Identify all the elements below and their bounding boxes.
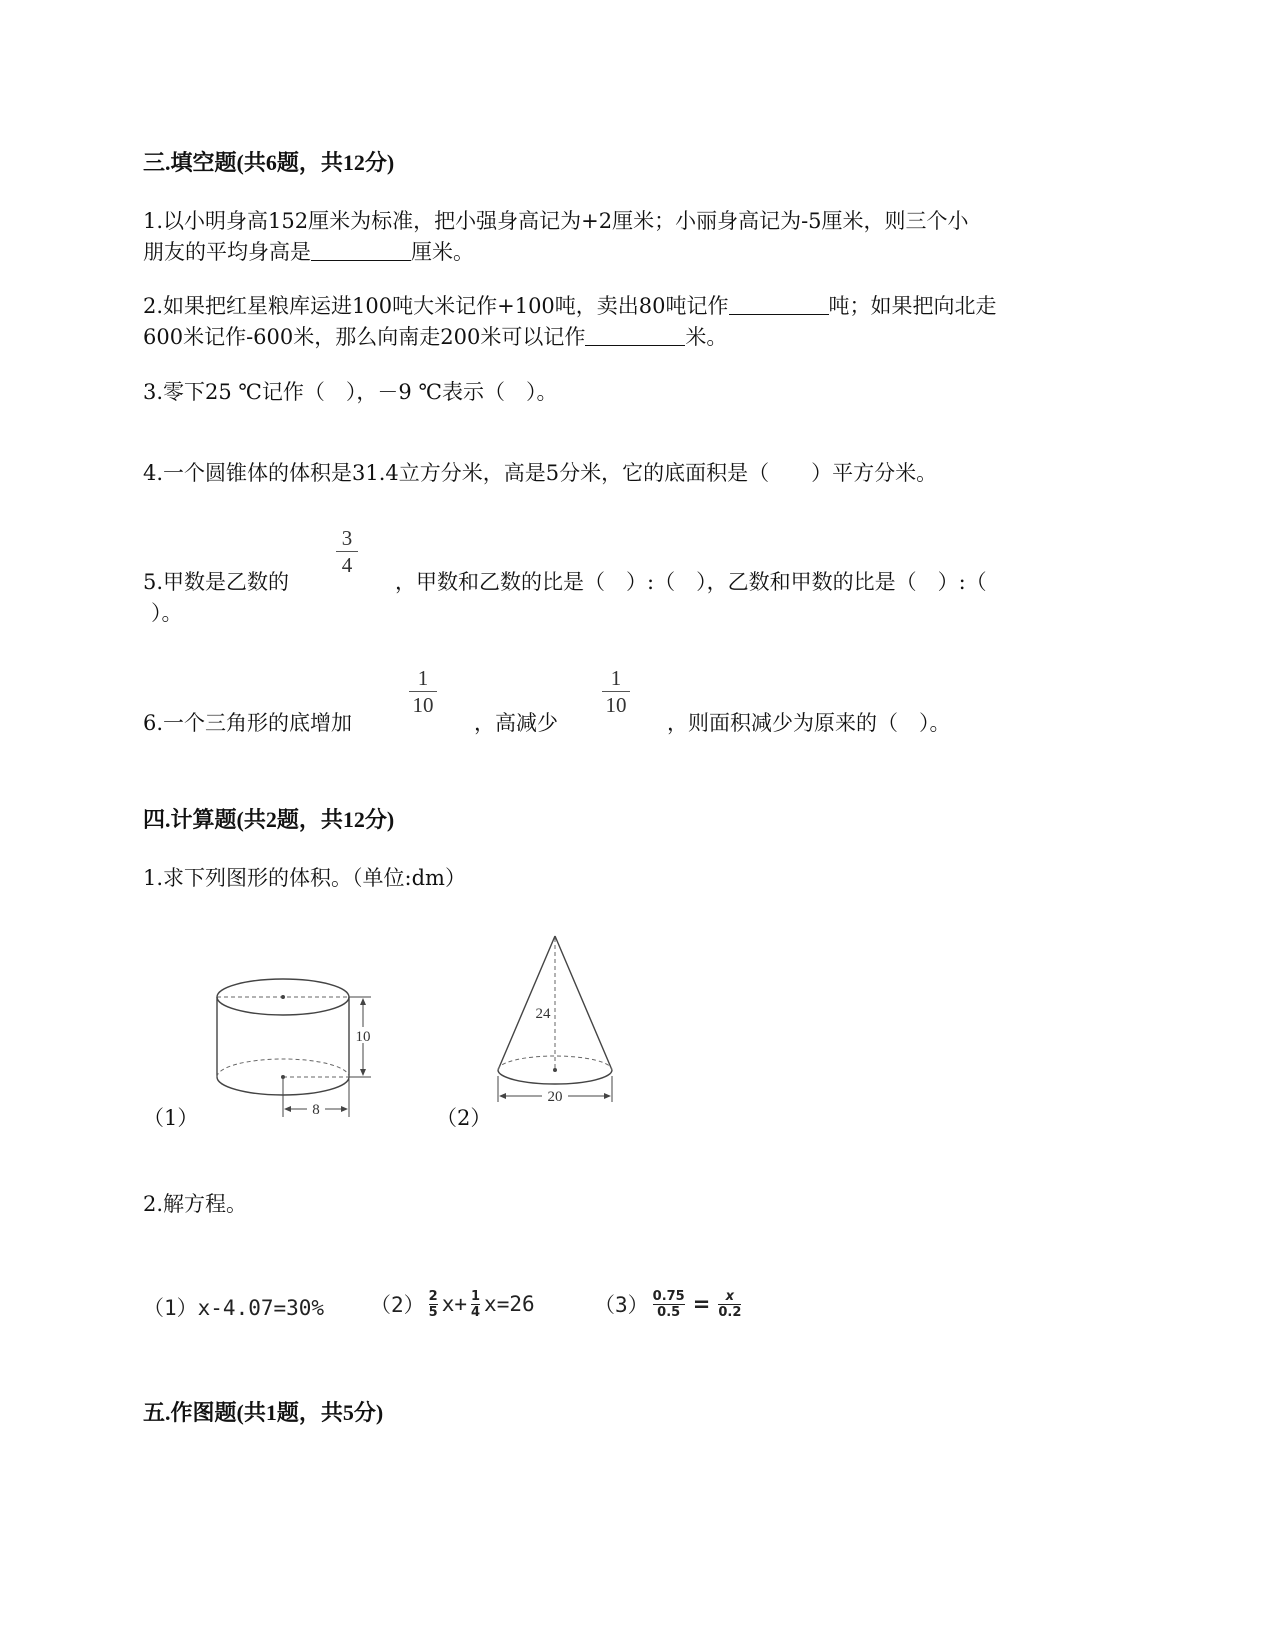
fraction-numerator: 2 xyxy=(428,1288,438,1304)
section5-title: 五.作图题(共1题，共5分) xyxy=(143,1400,384,1425)
fraction-numerator: 1 xyxy=(471,1288,481,1304)
fraction-numerator: x xyxy=(725,1288,735,1304)
cone-height-label: 24 xyxy=(535,1006,551,1022)
question-3-6-text-a: 6.一个三角形的底增加 xyxy=(143,711,353,735)
question-3-5-text-b: ，甲数和乙数的比是（ ）:（ ），乙数和甲数的比是（ ）:（ xyxy=(395,570,987,594)
cylinder-figure xyxy=(205,965,395,1125)
equation-1: （1）x-4.07=30% xyxy=(143,1296,325,1320)
figure-1-label: （1） xyxy=(143,1106,199,1130)
fraction-bar xyxy=(336,551,358,552)
cone-diameter-label: 20 xyxy=(547,1089,563,1105)
equation-2-fraction-2 xyxy=(471,1289,480,1320)
equation-3-right-fraction xyxy=(718,1289,741,1320)
question-3-1-line1: 1.以小明身高152厘米为标准，把小强身高记为+2厘米；小丽身高记为-5厘米，则三个小 xyxy=(143,209,969,233)
fraction-bar xyxy=(602,691,630,692)
equation-2-fraction-1 xyxy=(429,1289,438,1320)
equation-2-mid: x+ xyxy=(441,1292,467,1316)
fraction-denominator: 10 xyxy=(605,693,627,717)
figure-2-label: （2） xyxy=(436,1106,492,1130)
question-4-2: 2.解方程。 xyxy=(143,1192,248,1216)
equation-2-label: （2） xyxy=(370,1293,425,1317)
equation-3-label: （3） xyxy=(594,1293,649,1317)
answer-blank xyxy=(729,292,829,315)
question-3-5-text-c: ）。 xyxy=(151,601,183,625)
cylinder-radius-label: 8 xyxy=(312,1102,320,1118)
equation-2-end: x=26 xyxy=(484,1292,535,1316)
question-3-6-text-b: ，高减少 xyxy=(474,711,558,735)
question-3-2-text-d: 米。 xyxy=(685,325,728,349)
cylinder-height-label: 10 xyxy=(355,1029,371,1045)
answer-blank xyxy=(585,323,685,346)
fraction-denominator: 4 xyxy=(471,1304,481,1320)
fraction-one-tenth-1 xyxy=(409,667,437,716)
question-3-1-line2 xyxy=(143,236,474,268)
equals-sign: = xyxy=(692,1292,711,1316)
question-3-6-text-c: ，则面积减少为原来的（ ）。 xyxy=(667,711,951,735)
fraction-one-tenth-2 xyxy=(602,667,630,716)
fraction-denominator: 10 xyxy=(412,693,434,717)
equation-3 xyxy=(594,1282,745,1326)
fraction-three-quarters xyxy=(336,527,358,576)
fraction-denominator: 0.2 xyxy=(718,1304,742,1320)
fraction-bar xyxy=(409,691,437,692)
fraction-numerator: 1 xyxy=(417,666,429,690)
question-3-2-line1 xyxy=(143,290,997,322)
question-3-2-line2 xyxy=(143,321,727,353)
question-3-4: 4.一个圆锥体的体积是31.4立方分米，高是5分米，它的底面积是（ ）平方分米。 xyxy=(143,461,938,485)
fraction-denominator: 5 xyxy=(428,1304,438,1320)
fraction-numerator: 0.75 xyxy=(652,1288,685,1304)
equation-3-left-fraction xyxy=(653,1289,685,1320)
fraction-numerator: 1 xyxy=(610,666,622,690)
question-3-1-text-a: 朋友的平均身高是 xyxy=(143,240,311,264)
question-3-5-text-a: 5.甲数是乙数的 xyxy=(143,570,290,594)
question-3-2-text-b: 吨；如果把向北走 xyxy=(828,294,997,318)
equation-2 xyxy=(370,1282,535,1326)
cone-figure xyxy=(490,930,620,1110)
question-3-3: 3.零下25 ℃记作（ ），－9 ℃表示（ ）。 xyxy=(143,380,558,404)
question-3-1-text-b: 厘米。 xyxy=(411,240,474,264)
answer-blank xyxy=(311,238,411,261)
fraction-denominator: 4 xyxy=(341,553,353,577)
fraction-numerator: 3 xyxy=(341,526,353,550)
question-3-2-text-c: 600米记作-600米，那么向南走200米可以记作 xyxy=(143,325,586,349)
question-4-1: 1.求下列图形的体积。（单位:dm） xyxy=(143,866,466,890)
section4-title: 四.计算题(共2题，共12分) xyxy=(143,807,395,832)
section3-title: 三.填空题(共6题，共12分) xyxy=(143,150,395,175)
question-3-2-text-a: 2.如果把红星粮库运进100吨大米记作+100吨，卖出80吨记作 xyxy=(143,294,729,318)
fraction-denominator: 0.5 xyxy=(657,1304,681,1320)
